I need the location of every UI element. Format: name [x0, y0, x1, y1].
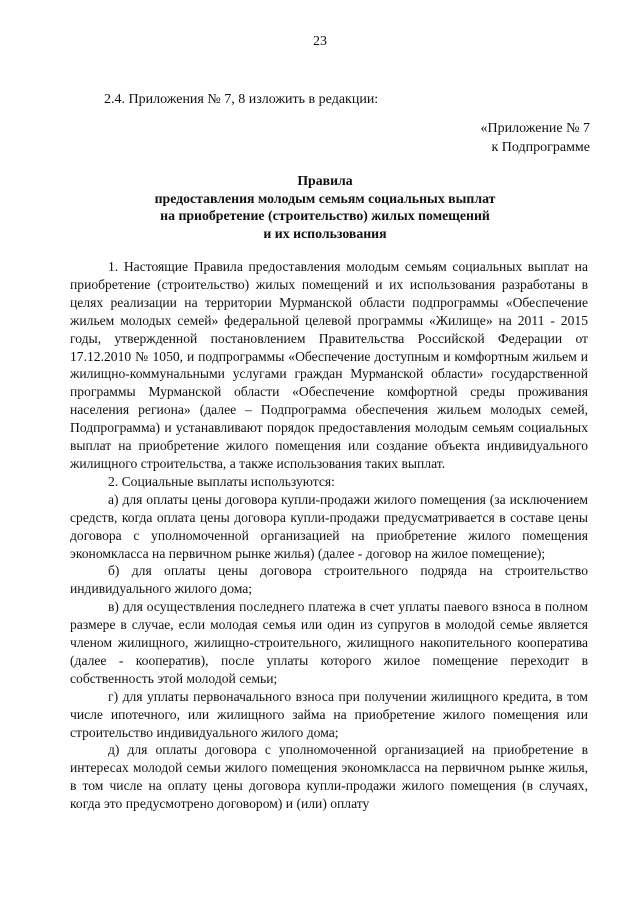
intro-line: 2.4. Приложения № 7, 8 изложить в редакции:	[104, 92, 379, 107]
appendix-ref-line1: «Приложение № 7	[480, 121, 590, 136]
appendix-reference	[481, 119, 591, 157]
paragraph-d: д) для оплаты договора с уполномоченной организацией на приобретение в интересах молодой семьи жилого помещения экономкласса на первичном рынке жилья, в том числе на оплату цены договора купли-продажи жилого помещения (в случаях, когда это предусмотрено договором) и (или) оплату	[70, 742, 588, 812]
appendix-ref-line2: к Подпрограмме	[491, 140, 590, 155]
page-number: 23	[313, 34, 327, 49]
heading-line4: и их использования	[263, 225, 387, 241]
paragraph-g: г) для уплаты первоначального взноса при получении жилищного кредита, в том числе ипотечного, или жилищного займа на приобретение жилого помещения или строительство индивидуального жилого дома;	[70, 688, 588, 740]
document-heading	[60, 172, 590, 242]
paragraph-a: а) для оплаты цены договора купли-продажи жилого помещения (за исключением средств, когда оплата цены договора купли-продажи предусматривается в составе цены договора с уполномоченной организацией на приобретение жилого помещения экономкласса на первичном рынке жилья) (далее - договор на жилое помещение);	[70, 491, 588, 561]
heading-line3: на приобретение (строительство) жилых помещений	[160, 208, 490, 223]
heading-line1: Правила	[297, 173, 353, 188]
paragraph-v: в) для осуществления последнего платежа в счет уплаты паевого взноса в полном размере в случае, если молодая семья или один из супругов в молодой семье является членом жилищного, жилищно-строительного, жилищного накопительного кооператива (далее - кооператив), после уплаты которого жилое помещение переходит в собственность этой молодой семьи;	[70, 599, 588, 686]
paragraph-b: б) для оплаты цены договора строительного подряда на строительство индивидуального жилого дома;	[70, 563, 588, 597]
paragraph-1: 1. Настоящие Правила предоставления молодым семьям социальных выплат на приобретение (строительство) жилых помещений и их использования разработаны в целях реализации на территории Мурманской области подпрограммы «Обеспечение жильем молодых семей» федеральной целевой программы «Жилище» на 2011 - 2015 годы, утвержденной постановлением Правительства Российской Федерации от 17.12.2010 № 1050, и подпрограммы «Обеспечение доступным и комфортным жильем и жилищно-коммунальными услугами граждан Мурманской области» государственной программы Мурманской области «Обеспечение комфортной среды проживания населения региона» (далее – Подпрограмма обеспечения жильем молодых семей, Подпрограмма) и устанавливают порядок предоставления молодым семьям социальных выплат на приобретение жилого помещения или создание объекта индивидуального жилищного строительства, а также использования таких выплат.	[70, 259, 588, 471]
paragraph-2: 2. Социальные выплаты используются:	[108, 473, 335, 489]
heading-line2: предоставления молодым семьям социальных выплат	[154, 190, 496, 206]
document-body	[70, 258, 588, 813]
